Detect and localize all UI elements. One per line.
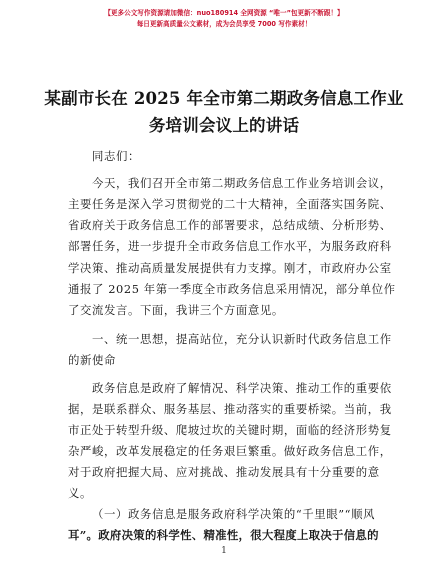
body-line: 杂严峻，改革发展稳定的任务艰巨繁重。做好政务信息工作， <box>68 444 392 458</box>
document-title-line2: 务培训会议上的讲话 <box>148 116 300 135</box>
section-heading: 的新使命 <box>68 353 116 367</box>
body-line: 市正处于转型升级、爬坡过坎的关键时期，面临的经济形势复 <box>68 423 392 437</box>
body-line: 对于政府把握大局、应对挑战、推动发展具有十分重要的意 <box>68 465 380 479</box>
promo-banner-line1: 【更多公文写作资源请加微信：nuo180914 全网资源 “唯一”包更新不断跟！】 <box>104 9 344 17</box>
body-line: 部署任务，进一步提升全市政务信息工作水平，为服务政府科 <box>68 239 392 253</box>
body-line: 省政府关于政务信息工作的部署要求，总结成绩、分析形势、 <box>68 218 392 232</box>
body-line: 学决策、推动高质量发展提供有力支撑。刚才，市政府办公室 <box>68 261 392 275</box>
page-number: 1 <box>221 546 227 556</box>
body-line: 通报了 2025 年第一季度全市政务信息采用情况，部分单位作 <box>68 282 396 296</box>
salutation: 同志们： <box>92 149 140 163</box>
body-line: 政务信息是政府了解情况、科学决策、推动工作的重要依 <box>92 381 392 395</box>
body-line: 今天，我们召开全市第二期政务信息工作业务培训会议， <box>92 176 392 190</box>
promo-banner-line2: 每日更新高质量公文素材，成为会员享受 7000 写作素材！ <box>136 20 312 28</box>
body-line: 据，是联系群众、服务基层、推动落实的重要桥梁。当前，我 <box>68 402 392 416</box>
document-title-line1: 某副市长在 2025 年全市第二期政务信息工作业 <box>44 89 404 108</box>
subsection-heading: 耳”。政府决策的科学性、精准性，很大程度上取决于信息的 <box>68 528 379 542</box>
body-line: 义。 <box>68 486 92 500</box>
body-line: 主要任务是深入学习贯彻党的二十大精神，全面落实国务院、 <box>68 197 392 211</box>
body-line: 了交流发言。下面，我讲三个方面意见。 <box>68 303 284 317</box>
subsection-heading: （一）政务信息是服务政府科学决策的“千里眼”“顺风 <box>92 507 376 521</box>
section-heading: 一、统一思想，提高站位，充分认识新时代政务信息工作 <box>92 332 392 346</box>
